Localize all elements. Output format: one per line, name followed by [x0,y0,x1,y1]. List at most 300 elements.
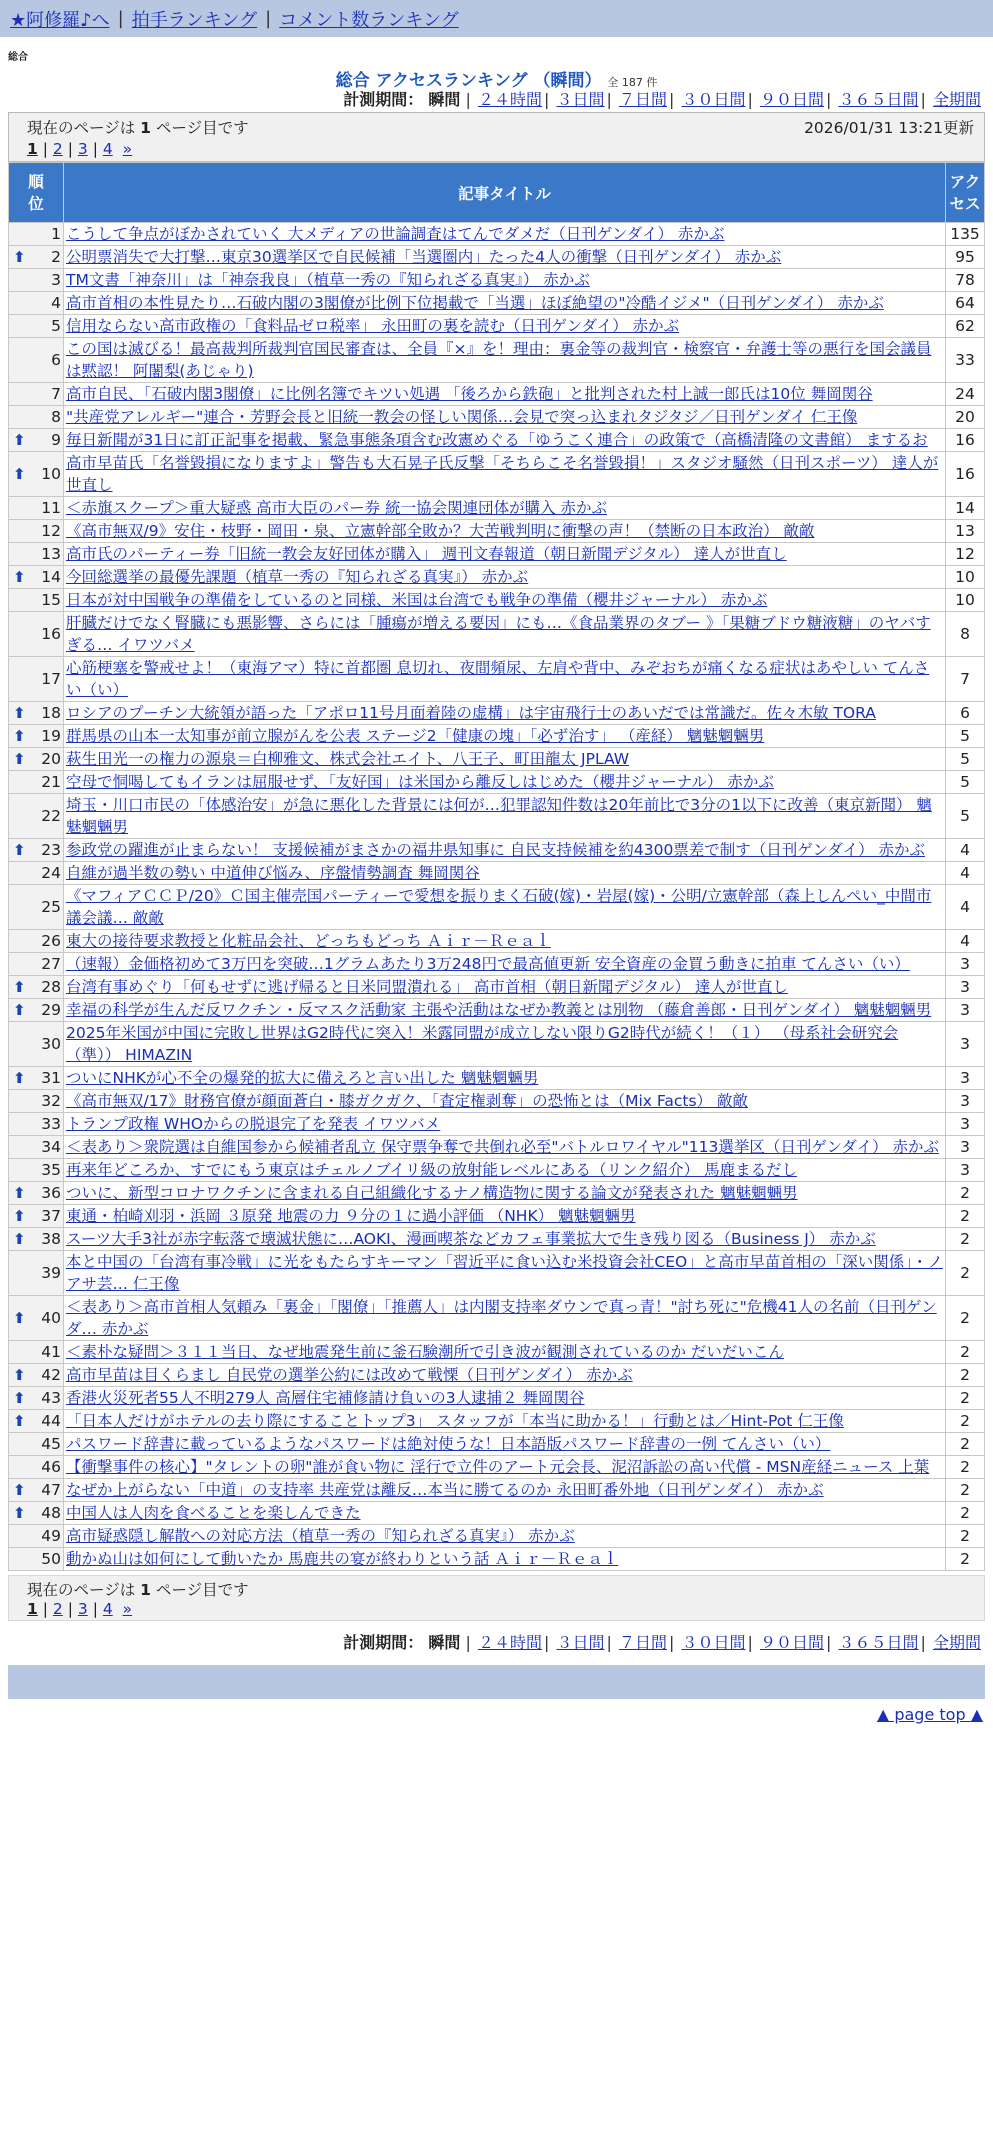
table-row [9,429,985,452]
period-30d-link[interactable]: ３０日間 [681,1633,746,1652]
period-separator: | [669,1633,675,1652]
article-title-link[interactable]: 心筋梗塞を警戒せよ！（東海アマ）特に首都圏 息切れ、夜間頻尿、左肩や背中、みぞおちが痛くなる症状はあやしい てんさい（い） [66,659,930,699]
table-row [9,1136,985,1159]
title-cell [64,566,946,589]
up-arrow-icon: ⬆ [13,465,26,483]
article-title-link[interactable]: 香港火災死者55人不明279人 高層住宅補修請け負いの3人逮捕２ 舞岡関谷 [66,1389,585,1407]
article-title-link[interactable]: ついにNHKが心不全の爆発的拡大に備えろと言い出した 魑魅魍魎男 [66,1069,539,1087]
rank-number: 44 [41,1412,61,1430]
rank-cell [9,566,64,589]
table-row [9,862,985,885]
rank-number: 23 [41,841,61,859]
page-top-area [0,1705,993,1724]
access-count: 2 [946,1251,985,1296]
rank-number: 10 [41,465,61,483]
home-link[interactable]: ★阿修羅♪へ [10,9,110,31]
rank-cell [9,1251,64,1296]
access-count: 4 [946,862,985,885]
page-status-suffix: ページ目です [155,1581,249,1599]
pager-top [8,112,985,162]
title-cell [64,1296,946,1341]
updated-time: 2026/01/31 13:21更新 [804,119,974,137]
article-title-link[interactable]: 「日本人だけがホテルの去り際にすることトップ3」 スタッフが「本当に助かる！」行動とは／Hint-Pot 仁王像 [66,1412,844,1430]
access-count: 33 [946,338,985,383]
article-title-link[interactable]: 台湾有事めぐり「何もせずに逃げ帰ると日米同盟潰れる」 高市首相（朝日新聞デジタル） 達人が世直し [66,978,788,996]
rank-number: 22 [41,807,61,825]
up-arrow-icon: ⬆ [13,841,26,859]
rank-cell [9,383,64,406]
period-label: 計測期間： [343,90,424,109]
access-count: 64 [946,292,985,315]
article-title-link[interactable]: 【衝撃事件の核心】"タレントの卵"誰が食い物に 淫行で立件のアート元会長、泥沼訴訟の高い代償 - MSN産経ニュース 上葉 [66,1458,930,1476]
rank-cell [9,612,64,657]
page-separator: | [67,1600,73,1618]
rank-cell [9,1410,64,1433]
article-title-link[interactable]: 萩生田光一の権力の源泉＝白柳雅文、株式会社エイト、八王子、町田龍太 JPLAW [66,750,630,768]
article-title-link[interactable]: 高市氏のパーティー券「旧統一教会友好団体が購入」 週刊文春報道（朝日新聞デジタル） 達人が世直し [66,545,787,563]
article-title-link[interactable]: 《高市無双/17》財務官僚が顔面蒼白・膝ガクガク、「査定権剥奪」の恐怖とは（Mix Facts） 敵敵 [66,1092,748,1110]
access-count: 24 [946,383,985,406]
access-count: 13 [946,520,985,543]
article-title-link[interactable]: 高市自民、「石破内閣3閣僚」に比例名簿でキツい処遇 「後ろから鉄砲」と批判された村上誠一郎氏は10位 舞岡関谷 [66,385,873,403]
access-count: 2 [946,1525,985,1548]
article-title-link[interactable]: 自維が過半数の勢い 中道伸び悩み、序盤情勢調査 舞岡関谷 [66,864,480,882]
page-link-4[interactable]: 4 [102,140,113,158]
article-title-link[interactable]: 毎日新聞が31日に訂正記事を掲載、緊急事態条項含む改憲めぐる「ゆうこく連合」の政策で（高橋清隆の文書館） まするお [66,431,928,449]
rank-cell [9,794,64,839]
header-title: 記事タイトル [64,163,946,223]
access-count: 4 [946,839,985,862]
article-title-link[interactable]: 高市首相の本性見たり…石破内閣の3閣僚が比例下位掲載で「当選」ほぼ絶望の"冷酷イジメ"（日刊ゲンダイ） 赤かぶ [66,294,884,312]
page-link-2[interactable]: 2 [52,140,63,158]
rank-cell [9,1456,64,1479]
article-title-link[interactable]: 東大の接待要求教授と化粧品会社、どっちもどっち Ａｉｒ－Ｒｅａｌ [66,932,551,950]
page-status [27,116,249,138]
table-row [9,223,985,246]
article-title-link[interactable]: こうして争点がぼかされていく 大メディアの世論調査はてんでダメだ（日刊ゲンダイ） 赤かぶ [66,225,725,243]
nav-separator: | [117,8,124,29]
title-cell [64,1113,946,1136]
period-separator: | [826,1633,832,1652]
rank-number: 11 [41,499,61,517]
header-rank [9,163,64,223]
header-count-label: アクセス [949,172,981,213]
article-title-link[interactable]: この国は滅びる！最高裁判所裁判官国民審査は、全員『×』を！理由：裏金等の裁判官・検察官・弁護士等の悪行を国会議員は黙認！ 阿闍梨(あじゃり) [66,340,932,380]
period-separator: | [920,90,926,109]
article-title-link[interactable]: 群馬県の山本一太知事が前立腺がんを公表 ステージ2「健康の塊」「必ず治す」 （産経） 魑魅魍魎男 [66,727,765,745]
rank-number: 2 [51,248,61,266]
up-arrow-icon: ⬆ [13,1481,26,1499]
rank-cell [9,1228,64,1251]
page-link-3[interactable]: 3 [77,140,88,158]
table-row [9,1022,985,1067]
period-24h-link[interactable]: ２４時間 [477,1633,542,1652]
up-arrow-icon: ⬆ [13,431,26,449]
article-title-link[interactable]: 埼玉・川口市民の「体感治安」が急に悪化した背景には何が…犯罪認知件数は20年前比で3分の1以下に改善（東京新聞） 魑魅魍魎男 [66,796,932,836]
table-row [9,292,985,315]
article-title-link[interactable]: 中国人は人肉を食べることを楽しんできた [66,1504,361,1522]
article-title-link[interactable]: ついに、新型コロナワクチンに含まれる自己組織化するナノ構造物に関する論文が発表された 魑魅魍魎男 [66,1184,798,1202]
ranking-table [8,162,985,1571]
rank-cell [9,1341,64,1364]
rank-number: 40 [41,1309,61,1327]
rank-number: 29 [41,1001,61,1019]
rank-number: 25 [41,898,61,916]
top-navigation-bar [0,0,993,37]
up-arrow-icon: ⬆ [13,750,26,768]
rank-number: 49 [41,1527,61,1545]
title-cell [64,269,946,292]
rank-number: 37 [41,1207,61,1225]
rank-cell [9,223,64,246]
rank-number: 33 [41,1115,61,1133]
period-3d-link[interactable]: ３日間 [556,1633,605,1652]
access-count: 16 [946,452,985,497]
article-title-link[interactable]: 高市早苗氏「名誉毀損になりますよ」警告も大石晃子氏反撃「そちらこそ名誉毀損！」スタジオ騒然（日刊スポーツ） 達人が世直し [66,454,939,494]
period-all-link[interactable]: 全期間 [932,1633,981,1652]
comment-ranking-link[interactable]: コメント数ランキング [279,9,459,31]
page-link-2[interactable]: 2 [52,1600,63,1618]
page-separator: | [92,1600,98,1618]
article-title-link[interactable]: 《高市無双/9》安住・枝野・岡田・泉、立憲幹部全敗か？大苦戦判明に衝撃の声！（禁断の日本政治） 敵敵 [66,522,815,540]
table-row [9,246,985,269]
table-row [9,406,985,429]
title-cell [64,1548,946,1571]
up-arrow-icon: ⬆ [13,248,26,266]
access-count: 7 [946,657,985,702]
article-title-link[interactable]: 公明票消失で大打撃…東京30選挙区で自民候補「当選圏内」たった4人の衝撃（日刊ゲンダイ） 赤かぶ [66,248,782,266]
access-count: 10 [946,566,985,589]
rank-number: 18 [41,704,61,722]
up-arrow-icon: ⬆ [13,1069,26,1087]
rank-cell [9,976,64,999]
rank-number: 41 [41,1343,61,1361]
footer-bar [8,1665,985,1699]
access-count: 14 [946,497,985,520]
period-365d-link[interactable]: ３６５日間 [838,90,919,109]
page-separator: | [92,140,98,158]
title-cell [64,612,946,657]
period-separator: | [465,1633,471,1652]
total-count: 全 187 件 [607,76,658,89]
article-title-link[interactable]: ＜表あり＞衆院選は自維国参から候補者乱立 保守票争奪で共倒れ必至"バトルロワイヤル"113選挙区（日刊ゲンダイ） 赤かぶ [66,1138,940,1156]
page-top-link[interactable]: ▲ page top ▲ [876,1705,983,1724]
period-90d-link[interactable]: ９０日間 [759,1633,824,1652]
rank-cell [9,839,64,862]
ranking-title: 総合 アクセスランキング （瞬間） [335,71,602,91]
page-status-number: 1 [140,119,151,137]
title-cell [64,1228,946,1251]
article-title-link[interactable]: 日本が対中国戦争の準備をしているのと同様、米国は台湾でも戦争の準備（櫻井ジャーナル） 赤かぶ [66,591,768,609]
title-cell [64,976,946,999]
table-row [9,1387,985,1410]
table-row [9,1159,985,1182]
title-cell [64,429,946,452]
article-title-link[interactable]: （速報）金価格初めて3万円を突破…1グラムあたり3万248円で最高値更新 安全資産の金買う動きに拍車 てんさい（い） [66,955,910,973]
period-all-link[interactable]: 全期間 [932,90,981,109]
title-cell [64,1090,946,1113]
table-row [9,1433,985,1456]
article-title-link[interactable]: 東通・柏崎刈羽・浜岡 ３原発 地震の力 ９分の１に過小評価 （NHK） 魑魅魍魎男 [66,1207,636,1225]
access-count: 12 [946,543,985,566]
period-separator: | [544,90,550,109]
table-row [9,953,985,976]
rank-cell [9,748,64,771]
article-title-link[interactable]: 高市早苗は目くらまし 自民党の選挙公約には改めて戦慄（日刊ゲンダイ） 赤かぶ [66,1366,633,1384]
access-count: 2 [946,1502,985,1525]
rank-number: 45 [41,1435,61,1453]
title-cell [64,1410,946,1433]
rank-number: 42 [41,1366,61,1384]
table-row [9,1456,985,1479]
table-row [9,885,985,930]
rank-cell [9,520,64,543]
title-cell [64,406,946,429]
period-separator: | [669,90,675,109]
rank-number: 15 [41,591,61,609]
period-separator: | [544,1633,550,1652]
page-link-3[interactable]: 3 [77,1600,88,1618]
page-status-prefix: 現在のページは [27,1581,136,1599]
up-arrow-icon: ⬆ [13,978,26,996]
rank-number: 31 [41,1069,61,1087]
period-label: 計測期間： [343,1633,424,1652]
title-cell [64,383,946,406]
page-status-prefix: 現在のページは [27,119,136,137]
table-row [9,566,985,589]
page-separator: | [42,1600,48,1618]
access-count: 3 [946,976,985,999]
access-count: 6 [946,702,985,725]
up-arrow-icon: ⬆ [13,1389,26,1407]
rank-cell [9,1113,64,1136]
ranking-heading [0,66,993,91]
rank-number: 16 [41,625,61,643]
title-cell [64,862,946,885]
title-cell [64,794,946,839]
article-title-link[interactable]: ＜素朴な疑問＞３１１当日、なぜ地震発生前に釜石験潮所で引き波が観測されているのか だいだいこん [66,1343,784,1361]
period-365d-link[interactable]: ３６５日間 [838,1633,919,1652]
access-count: 3 [946,1090,985,1113]
period-3d-link[interactable]: ３日間 [556,90,605,109]
page-link-4[interactable]: 4 [102,1600,113,1618]
title-cell [64,748,946,771]
title-cell [64,1433,946,1456]
rank-number: 46 [41,1458,61,1476]
article-title-link[interactable]: TM文書「神奈川」は「神奈我良」（植草一秀の『知られざる真実』） 赤かぶ [66,271,590,289]
table-row [9,269,985,292]
page-status-suffix: ページ目です [155,119,249,137]
rank-number: 27 [41,955,61,973]
rank-cell [9,315,64,338]
access-count: 2 [946,1456,985,1479]
title-cell [64,246,946,269]
table-row [9,702,985,725]
article-title-link[interactable]: 信用ならない高市政権の「食料品ゼロ税率」 永田町の裏を読む（日刊ゲンダイ） 赤かぶ [66,317,680,335]
table-row [9,1251,985,1296]
article-title-link[interactable]: 肝臓だけでなく腎臓にも悪影響、さらには「腫瘍が増える要因」にも…《食品業界のタブー 》「果糖ブドウ糖液糖」のヤバすぎる… イワツバメ [66,614,931,654]
rank-number: 9 [51,431,61,449]
page-separator: | [42,140,48,158]
rank-cell [9,1548,64,1571]
title-cell [64,999,946,1022]
period-24h-link[interactable]: ２４時間 [477,90,542,109]
article-title-link[interactable]: 今回総選挙の最優先課題（植草一秀の『知られざる真実』） 赤かぶ [66,568,529,586]
up-arrow-icon: ⬆ [13,1366,26,1384]
title-cell [64,885,946,930]
title-cell [64,543,946,566]
rank-number: 4 [51,294,61,312]
access-count: 16 [946,429,985,452]
table-row [9,383,985,406]
rank-cell [9,657,64,702]
article-title-link[interactable]: なぜか上がらない「中道」の支持率 共産党は離反…本当に勝てるのか 永田町番外地（日刊ゲンダイ） 赤かぶ [66,1481,824,1499]
access-count: 2 [946,1364,985,1387]
article-title-link[interactable]: "共産党アレルギー"連合・芳野会長と旧統一教会の怪しい関係…会見で突っ込まれタジタジ／日刊ゲンダイ 仁王像 [66,408,858,426]
table-row [9,771,985,794]
rank-number: 6 [51,351,61,369]
article-title-link[interactable]: ＜赤旗スクープ＞重大疑惑 高市大臣のパー券 統一協会関連団体が購入 赤かぶ [66,499,608,517]
rank-number: 12 [41,522,61,540]
table-row [9,930,985,953]
access-count: 3 [946,999,985,1022]
rank-number: 14 [41,568,61,586]
access-count: 2 [946,1228,985,1251]
article-title-link[interactable]: 参政党の躍進が止まらない！ 支援候補がまさかの福井県知事に 自民支持候補を約4300票差で制す（日刊ゲンダイ） 赤かぶ [66,841,925,859]
rank-cell [9,1182,64,1205]
header-rank-label: 順位 [28,172,44,213]
rank-cell [9,497,64,520]
article-title-link[interactable]: 幸福の科学が生んだ反ワクチン・反マスク活動家 主張や活動はなぜか教義とは別物 （藤倉善郎・日刊ゲンダイ） 魑魅魍魎男 [66,1001,932,1019]
article-title-link[interactable]: 空母で恫喝してもイランは屈服せず、「友好国」は米国から離反しはじめた（櫻井ジャーナル） 赤かぶ [66,773,774,791]
rank-cell [9,862,64,885]
rank-cell [9,930,64,953]
rank-number: 32 [41,1092,61,1110]
title-cell [64,725,946,748]
rank-cell [9,1296,64,1341]
article-title-link[interactable]: 2025年米国が中国に完敗し世界はG2時代に突入！米露同盟が成立しない限りG2時代が続く！（１） （母系社会研究会（準）） HIMAZIN [66,1024,899,1064]
table-row [9,1090,985,1113]
table-row [9,543,985,566]
rank-cell [9,338,64,383]
rank-cell [9,1525,64,1548]
article-title-link[interactable]: 再来年どころか、すでにもう東京はチェルノブイリ級の放射能レベルにある（リンク紹介） 馬鹿まるだし [66,1161,798,1179]
rank-cell [9,953,64,976]
rank-number: 48 [41,1504,61,1522]
pager-bottom [8,1575,985,1621]
rank-cell [9,1502,64,1525]
rank-cell [9,406,64,429]
article-title-link[interactable]: ＜表あり＞高市首相人気頼み「裏金」「閣僚」「推薦人」は内閣支持率ダウンで真っ青！"討ち死に"危機41人の名前（日刊ゲンダ… 赤かぶ [66,1298,937,1338]
table-row [9,1182,985,1205]
title-cell [64,771,946,794]
rank-cell [9,452,64,497]
article-title-link[interactable]: 《マフィアＣＣＰ/20》Ｃ国主催売国パーティーで愛想を振りまく石破(嫁)・岩屋(嫁)・公明/立憲幹部（森上しんぺい_中間市議会議… 敵敵 [66,887,932,927]
rank-number: 8 [51,408,61,426]
rank-number: 39 [41,1264,61,1282]
rank-number: 13 [41,545,61,563]
table-row [9,999,985,1022]
title-cell [64,1387,946,1410]
up-arrow-icon: ⬆ [13,1309,26,1327]
table-row [9,1228,985,1251]
rank-cell [9,771,64,794]
title-cell [64,1456,946,1479]
table-row [9,976,985,999]
title-cell [64,452,946,497]
next-page-link[interactable]: » [122,140,133,158]
up-arrow-icon: ⬆ [13,1230,26,1248]
article-title-link[interactable]: 動かぬ山は如何にして動いたか 馬鹿共の宴が終わりという話 Ａｉｒ－Ｒｅａｌ [66,1550,619,1568]
table-row [9,1296,985,1341]
table-row [9,497,985,520]
page-separator: | [67,140,73,158]
table-row [9,794,985,839]
rank-cell [9,1479,64,1502]
rank-cell [9,1090,64,1113]
access-count: 5 [946,748,985,771]
rank-number: 17 [41,670,61,688]
table-row [9,338,985,383]
table-row [9,1502,985,1525]
period-7d-link[interactable]: ７日間 [618,90,667,109]
table-row [9,657,985,702]
article-title-link[interactable]: ロシアのプーチン大統領が語った「アポロ11号月面着陸の虚構」は宇宙飛行士のあいだでは常識だ。佐々木敏 TORA [66,704,876,722]
access-count: 2 [946,1296,985,1341]
title-cell [64,1182,946,1205]
up-arrow-icon: ⬆ [13,704,26,722]
access-count: 2 [946,1387,985,1410]
rank-cell [9,292,64,315]
access-count: 3 [946,1113,985,1136]
table-row [9,1113,985,1136]
period-7d-link[interactable]: ７日間 [618,1633,667,1652]
article-title-link[interactable]: パスワード辞書に載っているようなパスワードは絶対使うな！日本語版パスワード辞書の一例 てんさい（い） [66,1435,831,1453]
table-row [9,520,985,543]
next-page-link[interactable]: » [122,1600,133,1618]
rank-number: 1 [51,225,61,243]
access-count: 3 [946,1067,985,1090]
period-30d-link[interactable]: ３０日間 [681,90,746,109]
access-count: 8 [946,612,985,657]
up-arrow-icon: ⬆ [13,1001,26,1019]
current-page: 1 [27,140,38,158]
article-title-link[interactable]: トランプ政権 WHOからの脱退完了を発表 イワツバメ [66,1115,441,1133]
period-separator: | [747,90,753,109]
title-cell [64,223,946,246]
rank-cell [9,1205,64,1228]
table-row [9,1525,985,1548]
access-count: 5 [946,794,985,839]
access-count: 10 [946,589,985,612]
table-row [9,1364,985,1387]
article-title-link[interactable]: 本と中国の「台湾有事冷戦」に光をもたらすキーマン「習近平に食い込む米投資会社CEO」と高市早苗首相の「深い関係」・ノアサ芸… 仁王像 [66,1253,943,1293]
rank-number: 20 [41,750,61,768]
applause-ranking-link[interactable]: 拍手ランキング [131,9,258,31]
article-title-link[interactable]: スーツ大手3社が赤字転落で壊滅状態に…AOKI、漫画喫茶などカフェ事業拡大で生き残り図る（Business J） 赤かぶ [66,1230,876,1248]
rank-number: 26 [41,932,61,950]
access-count: 2 [946,1479,985,1502]
access-count: 2 [946,1341,985,1364]
table-row [9,612,985,657]
period-current: 瞬間 [428,90,461,109]
page-status [27,1581,249,1599]
title-cell [64,1205,946,1228]
period-selector [0,88,993,112]
access-count: 3 [946,1022,985,1067]
article-title-link[interactable]: 高市疑惑隠し解散への対応方法（植草一秀の『知られざる真実』） 赤かぶ [66,1527,575,1545]
period-90d-link[interactable]: ９０日間 [759,90,824,109]
